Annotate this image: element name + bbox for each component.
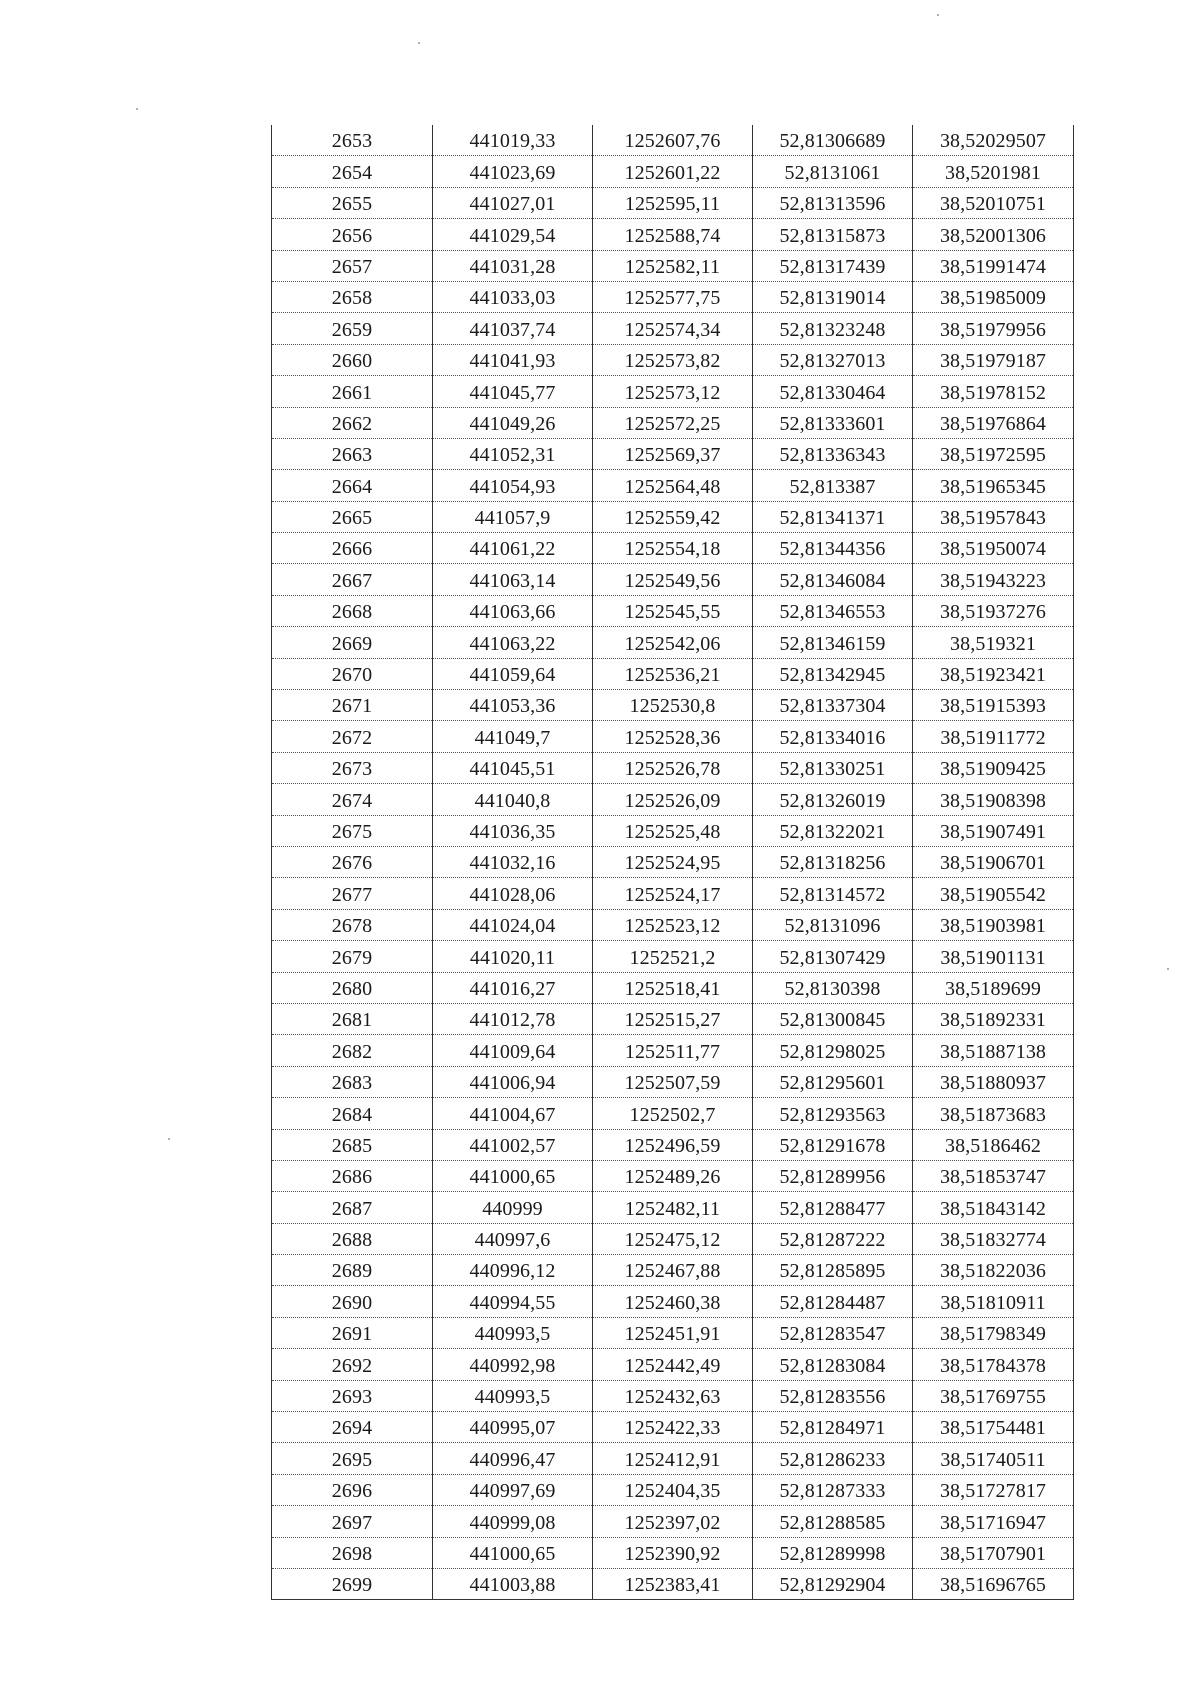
- table-row: [272, 721, 1074, 752]
- table-row: [272, 470, 1074, 501]
- scan-speck: [136, 108, 138, 110]
- x-coordinate-cell: 441054,93: [433, 470, 593, 501]
- x-coordinate-cell: 441061,22: [433, 533, 593, 564]
- y-coordinate-cell: 1252523,12: [593, 909, 753, 940]
- y-coordinate-cell: 1252588,74: [593, 219, 753, 250]
- table-row: [272, 250, 1074, 281]
- y-coordinate-cell: 1252467,88: [593, 1255, 753, 1286]
- latitude-cell: 52,81330251: [753, 752, 913, 783]
- latitude-cell: 52,81292904: [753, 1568, 913, 1599]
- point-number-cell: 2681: [272, 1003, 433, 1034]
- x-coordinate-cell: 440993,5: [433, 1380, 593, 1411]
- y-coordinate-cell: 1252572,25: [593, 407, 753, 438]
- point-number-cell: 2671: [272, 690, 433, 721]
- y-coordinate-cell: 1252507,59: [593, 1066, 753, 1097]
- latitude-cell: 52,813387: [753, 470, 913, 501]
- point-number-cell: 2670: [272, 658, 433, 689]
- point-number-cell: 2689: [272, 1255, 433, 1286]
- table-row: [272, 156, 1074, 187]
- latitude-cell: 52,81315873: [753, 219, 913, 250]
- point-number-cell: 2676: [272, 846, 433, 877]
- y-coordinate-cell: 1252502,7: [593, 1098, 753, 1129]
- table-row: [272, 1003, 1074, 1034]
- point-number-cell: 2653: [272, 125, 433, 156]
- latitude-cell: 52,81336343: [753, 438, 913, 469]
- latitude-cell: 52,81293563: [753, 1098, 913, 1129]
- latitude-cell: 52,81287333: [753, 1474, 913, 1505]
- y-coordinate-cell: 1252573,82: [593, 344, 753, 375]
- table-row: [272, 1286, 1074, 1317]
- x-coordinate-cell: 441012,78: [433, 1003, 593, 1034]
- point-number-cell: 2662: [272, 407, 433, 438]
- longitude-cell: 38,51976864: [913, 407, 1074, 438]
- y-coordinate-cell: 1252451,91: [593, 1317, 753, 1348]
- latitude-cell: 52,81346159: [753, 627, 913, 658]
- latitude-cell: 52,81330464: [753, 376, 913, 407]
- longitude-cell: 38,51950074: [913, 533, 1074, 564]
- x-coordinate-cell: 441049,7: [433, 721, 593, 752]
- table-row: [272, 376, 1074, 407]
- y-coordinate-cell: 1252442,49: [593, 1349, 753, 1380]
- point-number-cell: 2682: [272, 1035, 433, 1066]
- point-number-cell: 2661: [272, 376, 433, 407]
- x-coordinate-cell: 441023,69: [433, 156, 593, 187]
- x-coordinate-cell: 441019,33: [433, 125, 593, 156]
- table-row: [272, 1474, 1074, 1505]
- table-row: [272, 972, 1074, 1003]
- latitude-cell: 52,81295601: [753, 1066, 913, 1097]
- longitude-cell: 38,51798349: [913, 1317, 1074, 1348]
- table-row: [272, 1098, 1074, 1129]
- y-coordinate-cell: 1252460,38: [593, 1286, 753, 1317]
- point-number-cell: 2655: [272, 187, 433, 218]
- table-row: [272, 1349, 1074, 1380]
- scan-speck: [937, 14, 939, 16]
- x-coordinate-cell: 441016,27: [433, 972, 593, 1003]
- longitude-cell: 38,51979956: [913, 313, 1074, 344]
- x-coordinate-cell: 441027,01: [433, 187, 593, 218]
- table-row: [272, 1412, 1074, 1443]
- y-coordinate-cell: 1252496,59: [593, 1129, 753, 1160]
- x-coordinate-cell: 441059,64: [433, 658, 593, 689]
- longitude-cell: 38,51957843: [913, 501, 1074, 532]
- longitude-cell: 38,51901131: [913, 941, 1074, 972]
- latitude-cell: 52,81333601: [753, 407, 913, 438]
- point-number-cell: 2664: [272, 470, 433, 501]
- table-row: [272, 219, 1074, 250]
- y-coordinate-cell: 1252574,34: [593, 313, 753, 344]
- latitude-cell: 52,81327013: [753, 344, 913, 375]
- longitude-cell: 38,51903981: [913, 909, 1074, 940]
- x-coordinate-cell: 440997,6: [433, 1223, 593, 1254]
- table-row: [272, 627, 1074, 658]
- x-coordinate-cell: 441020,11: [433, 941, 593, 972]
- y-coordinate-cell: 1252545,55: [593, 595, 753, 626]
- longitude-cell: 38,51907491: [913, 815, 1074, 846]
- x-coordinate-cell: 441029,54: [433, 219, 593, 250]
- y-coordinate-cell: 1252569,37: [593, 438, 753, 469]
- point-number-cell: 2666: [272, 533, 433, 564]
- point-number-cell: 2690: [272, 1286, 433, 1317]
- x-coordinate-cell: 441063,14: [433, 564, 593, 595]
- x-coordinate-cell: 440996,12: [433, 1255, 593, 1286]
- y-coordinate-cell: 1252526,09: [593, 784, 753, 815]
- longitude-cell: 38,51905542: [913, 878, 1074, 909]
- point-number-cell: 2675: [272, 815, 433, 846]
- table-row: [272, 1223, 1074, 1254]
- table-row: [272, 564, 1074, 595]
- latitude-cell: 52,81346084: [753, 564, 913, 595]
- y-coordinate-cell: 1252554,18: [593, 533, 753, 564]
- x-coordinate-cell: 441041,93: [433, 344, 593, 375]
- x-coordinate-cell: 441003,88: [433, 1568, 593, 1599]
- y-coordinate-cell: 1252422,33: [593, 1412, 753, 1443]
- table-row: [272, 690, 1074, 721]
- y-coordinate-cell: 1252524,17: [593, 878, 753, 909]
- longitude-cell: 38,51908398: [913, 784, 1074, 815]
- table-row: [272, 1537, 1074, 1568]
- longitude-cell: 38,51716947: [913, 1506, 1074, 1537]
- table-row: [272, 1506, 1074, 1537]
- point-number-cell: 2669: [272, 627, 433, 658]
- point-number-cell: 2656: [272, 219, 433, 250]
- point-number-cell: 2677: [272, 878, 433, 909]
- point-number-cell: 2694: [272, 1412, 433, 1443]
- point-number-cell: 2657: [272, 250, 433, 281]
- longitude-cell: 38,51810911: [913, 1286, 1074, 1317]
- point-number-cell: 2685: [272, 1129, 433, 1160]
- longitude-cell: 38,51696765: [913, 1568, 1074, 1599]
- point-number-cell: 2683: [272, 1066, 433, 1097]
- table-row: [272, 1066, 1074, 1097]
- latitude-cell: 52,81289956: [753, 1160, 913, 1191]
- point-number-cell: 2672: [272, 721, 433, 752]
- point-number-cell: 2665: [272, 501, 433, 532]
- x-coordinate-cell: 441037,74: [433, 313, 593, 344]
- point-number-cell: 2654: [272, 156, 433, 187]
- y-coordinate-cell: 1252390,92: [593, 1537, 753, 1568]
- x-coordinate-cell: 441032,16: [433, 846, 593, 877]
- latitude-cell: 52,81342945: [753, 658, 913, 689]
- point-number-cell: 2695: [272, 1443, 433, 1474]
- point-number-cell: 2687: [272, 1192, 433, 1223]
- latitude-cell: 52,81291678: [753, 1129, 913, 1160]
- y-coordinate-cell: 1252573,12: [593, 376, 753, 407]
- x-coordinate-cell: 441063,22: [433, 627, 593, 658]
- longitude-cell: 38,51832774: [913, 1223, 1074, 1254]
- point-number-cell: 2659: [272, 313, 433, 344]
- longitude-cell: 38,51873683: [913, 1098, 1074, 1129]
- x-coordinate-cell: 441033,03: [433, 281, 593, 312]
- longitude-cell: 38,51923421: [913, 658, 1074, 689]
- y-coordinate-cell: 1252542,06: [593, 627, 753, 658]
- latitude-cell: 52,81286233: [753, 1443, 913, 1474]
- table-row: [272, 1255, 1074, 1286]
- table-row: [272, 815, 1074, 846]
- y-coordinate-cell: 1252521,2: [593, 941, 753, 972]
- latitude-cell: 52,81334016: [753, 721, 913, 752]
- latitude-cell: 52,81288585: [753, 1506, 913, 1537]
- point-number-cell: 2697: [272, 1506, 433, 1537]
- point-number-cell: 2667: [272, 564, 433, 595]
- x-coordinate-cell: 440996,47: [433, 1443, 593, 1474]
- y-coordinate-cell: 1252432,63: [593, 1380, 753, 1411]
- latitude-cell: 52,81326019: [753, 784, 913, 815]
- latitude-cell: 52,8130398: [753, 972, 913, 1003]
- latitude-cell: 52,81319014: [753, 281, 913, 312]
- latitude-cell: 52,8131061: [753, 156, 913, 187]
- y-coordinate-cell: 1252607,76: [593, 125, 753, 156]
- x-coordinate-cell: 441000,65: [433, 1160, 593, 1191]
- longitude-cell: 38,5189699: [913, 972, 1074, 1003]
- table-row: [272, 1192, 1074, 1223]
- point-number-cell: 2699: [272, 1568, 433, 1599]
- longitude-cell: 38,51937276: [913, 595, 1074, 626]
- x-coordinate-cell: 441052,31: [433, 438, 593, 469]
- table-row: [272, 344, 1074, 375]
- y-coordinate-cell: 1252564,48: [593, 470, 753, 501]
- longitude-cell: 38,51880937: [913, 1066, 1074, 1097]
- longitude-cell: 38,51754481: [913, 1412, 1074, 1443]
- y-coordinate-cell: 1252528,36: [593, 721, 753, 752]
- y-coordinate-cell: 1252518,41: [593, 972, 753, 1003]
- latitude-cell: 52,81314572: [753, 878, 913, 909]
- latitude-cell: 52,81283556: [753, 1380, 913, 1411]
- table-row: [272, 313, 1074, 344]
- table-row: [272, 658, 1074, 689]
- coordinates-table: [271, 125, 1074, 1600]
- point-number-cell: 2678: [272, 909, 433, 940]
- point-number-cell: 2688: [272, 1223, 433, 1254]
- y-coordinate-cell: 1252601,22: [593, 156, 753, 187]
- y-coordinate-cell: 1252525,48: [593, 815, 753, 846]
- y-coordinate-cell: 1252489,26: [593, 1160, 753, 1191]
- y-coordinate-cell: 1252549,56: [593, 564, 753, 595]
- longitude-cell: 38,519321: [913, 627, 1074, 658]
- x-coordinate-cell: 441006,94: [433, 1066, 593, 1097]
- x-coordinate-cell: 441040,8: [433, 784, 593, 815]
- latitude-cell: 52,81285895: [753, 1255, 913, 1286]
- latitude-cell: 52,81313596: [753, 187, 913, 218]
- longitude-cell: 38,51991474: [913, 250, 1074, 281]
- y-coordinate-cell: 1252475,12: [593, 1223, 753, 1254]
- latitude-cell: 52,81283084: [753, 1349, 913, 1380]
- latitude-cell: 52,81306689: [753, 125, 913, 156]
- point-number-cell: 2658: [272, 281, 433, 312]
- table-row: [272, 878, 1074, 909]
- y-coordinate-cell: 1252526,78: [593, 752, 753, 783]
- x-coordinate-cell: 441063,66: [433, 595, 593, 626]
- y-coordinate-cell: 1252582,11: [593, 250, 753, 281]
- table-row: [272, 909, 1074, 940]
- latitude-cell: 52,81317439: [753, 250, 913, 281]
- longitude-cell: 38,51892331: [913, 1003, 1074, 1034]
- latitude-cell: 52,81300845: [753, 1003, 913, 1034]
- longitude-cell: 38,51943223: [913, 564, 1074, 595]
- latitude-cell: 52,81318256: [753, 846, 913, 877]
- table-row: [272, 1568, 1074, 1599]
- y-coordinate-cell: 1252530,8: [593, 690, 753, 721]
- y-coordinate-cell: 1252397,02: [593, 1506, 753, 1537]
- longitude-cell: 38,51965345: [913, 470, 1074, 501]
- table-row: [272, 784, 1074, 815]
- longitude-cell: 38,51915393: [913, 690, 1074, 721]
- point-number-cell: 2668: [272, 595, 433, 626]
- longitude-cell: 38,52001306: [913, 219, 1074, 250]
- longitude-cell: 38,51906701: [913, 846, 1074, 877]
- y-coordinate-cell: 1252524,95: [593, 846, 753, 877]
- table-row: [272, 281, 1074, 312]
- longitude-cell: 38,51909425: [913, 752, 1074, 783]
- table-row: [272, 1443, 1074, 1474]
- longitude-cell: 38,51978152: [913, 376, 1074, 407]
- latitude-cell: 52,81323248: [753, 313, 913, 344]
- table-row: [272, 595, 1074, 626]
- latitude-cell: 52,81341371: [753, 501, 913, 532]
- longitude-cell: 38,51853747: [913, 1160, 1074, 1191]
- table-row: [272, 1129, 1074, 1160]
- x-coordinate-cell: 441004,67: [433, 1098, 593, 1129]
- latitude-cell: 52,81283547: [753, 1317, 913, 1348]
- x-coordinate-cell: 441028,06: [433, 878, 593, 909]
- x-coordinate-cell: 440999,08: [433, 1506, 593, 1537]
- longitude-cell: 38,52010751: [913, 187, 1074, 218]
- x-coordinate-cell: 440997,69: [433, 1474, 593, 1505]
- longitude-cell: 38,52029507: [913, 125, 1074, 156]
- point-number-cell: 2660: [272, 344, 433, 375]
- x-coordinate-cell: 440992,98: [433, 1349, 593, 1380]
- latitude-cell: 52,81307429: [753, 941, 913, 972]
- scan-speck: [418, 42, 420, 44]
- table-row: [272, 407, 1074, 438]
- longitude-cell: 38,51972595: [913, 438, 1074, 469]
- latitude-cell: 52,81289998: [753, 1537, 913, 1568]
- longitude-cell: 38,51769755: [913, 1380, 1074, 1411]
- y-coordinate-cell: 1252404,35: [593, 1474, 753, 1505]
- longitude-cell: 38,5186462: [913, 1129, 1074, 1160]
- longitude-cell: 38,5201981: [913, 156, 1074, 187]
- longitude-cell: 38,51887138: [913, 1035, 1074, 1066]
- table-row: [272, 1160, 1074, 1191]
- y-coordinate-cell: 1252511,77: [593, 1035, 753, 1066]
- longitude-cell: 38,51979187: [913, 344, 1074, 375]
- table-row: [272, 846, 1074, 877]
- longitude-cell: 38,51822036: [913, 1255, 1074, 1286]
- y-coordinate-cell: 1252536,21: [593, 658, 753, 689]
- y-coordinate-cell: 1252577,75: [593, 281, 753, 312]
- x-coordinate-cell: 441053,36: [433, 690, 593, 721]
- longitude-cell: 38,51707901: [913, 1537, 1074, 1568]
- table-row: [272, 941, 1074, 972]
- x-coordinate-cell: 440999: [433, 1192, 593, 1223]
- x-coordinate-cell: 441002,57: [433, 1129, 593, 1160]
- x-coordinate-cell: 441031,28: [433, 250, 593, 281]
- table-row: [272, 533, 1074, 564]
- point-number-cell: 2684: [272, 1098, 433, 1129]
- longitude-cell: 38,51784378: [913, 1349, 1074, 1380]
- x-coordinate-cell: 440995,07: [433, 1412, 593, 1443]
- coordinates-table-body: [272, 125, 1074, 1600]
- point-number-cell: 2698: [272, 1537, 433, 1568]
- point-number-cell: 2679: [272, 941, 433, 972]
- table-row: [272, 1380, 1074, 1411]
- longitude-cell: 38,51740511: [913, 1443, 1074, 1474]
- point-number-cell: 2674: [272, 784, 433, 815]
- x-coordinate-cell: 441045,51: [433, 752, 593, 783]
- latitude-cell: 52,81284487: [753, 1286, 913, 1317]
- table-row: [272, 187, 1074, 218]
- longitude-cell: 38,51843142: [913, 1192, 1074, 1223]
- table-row: [272, 1317, 1074, 1348]
- y-coordinate-cell: 1252482,11: [593, 1192, 753, 1223]
- x-coordinate-cell: 441049,26: [433, 407, 593, 438]
- latitude-cell: 52,8131096: [753, 909, 913, 940]
- point-number-cell: 2692: [272, 1349, 433, 1380]
- y-coordinate-cell: 1252412,91: [593, 1443, 753, 1474]
- x-coordinate-cell: 441009,64: [433, 1035, 593, 1066]
- table-row: [272, 125, 1074, 156]
- longitude-cell: 38,51985009: [913, 281, 1074, 312]
- scan-speck: [168, 1138, 170, 1140]
- table-row: [272, 1035, 1074, 1066]
- longitude-cell: 38,51727817: [913, 1474, 1074, 1505]
- point-number-cell: 2696: [272, 1474, 433, 1505]
- latitude-cell: 52,81337304: [753, 690, 913, 721]
- x-coordinate-cell: 440994,55: [433, 1286, 593, 1317]
- y-coordinate-cell: 1252595,11: [593, 187, 753, 218]
- latitude-cell: 52,81344356: [753, 533, 913, 564]
- x-coordinate-cell: 441057,9: [433, 501, 593, 532]
- y-coordinate-cell: 1252383,41: [593, 1568, 753, 1599]
- latitude-cell: 52,81287222: [753, 1223, 913, 1254]
- latitude-cell: 52,81322021: [753, 815, 913, 846]
- x-coordinate-cell: 441045,77: [433, 376, 593, 407]
- point-number-cell: 2673: [272, 752, 433, 783]
- point-number-cell: 2693: [272, 1380, 433, 1411]
- point-number-cell: 2691: [272, 1317, 433, 1348]
- latitude-cell: 52,81346553: [753, 595, 913, 626]
- scan-speck: [1167, 968, 1169, 970]
- point-number-cell: 2663: [272, 438, 433, 469]
- x-coordinate-cell: 440993,5: [433, 1317, 593, 1348]
- x-coordinate-cell: 441036,35: [433, 815, 593, 846]
- point-number-cell: 2680: [272, 972, 433, 1003]
- table-row: [272, 752, 1074, 783]
- table-row: [272, 501, 1074, 532]
- y-coordinate-cell: 1252515,27: [593, 1003, 753, 1034]
- x-coordinate-cell: 441024,04: [433, 909, 593, 940]
- x-coordinate-cell: 441000,65: [433, 1537, 593, 1568]
- latitude-cell: 52,81284971: [753, 1412, 913, 1443]
- latitude-cell: 52,81288477: [753, 1192, 913, 1223]
- latitude-cell: 52,81298025: [753, 1035, 913, 1066]
- longitude-cell: 38,51911772: [913, 721, 1074, 752]
- table-row: [272, 438, 1074, 469]
- point-number-cell: 2686: [272, 1160, 433, 1191]
- y-coordinate-cell: 1252559,42: [593, 501, 753, 532]
